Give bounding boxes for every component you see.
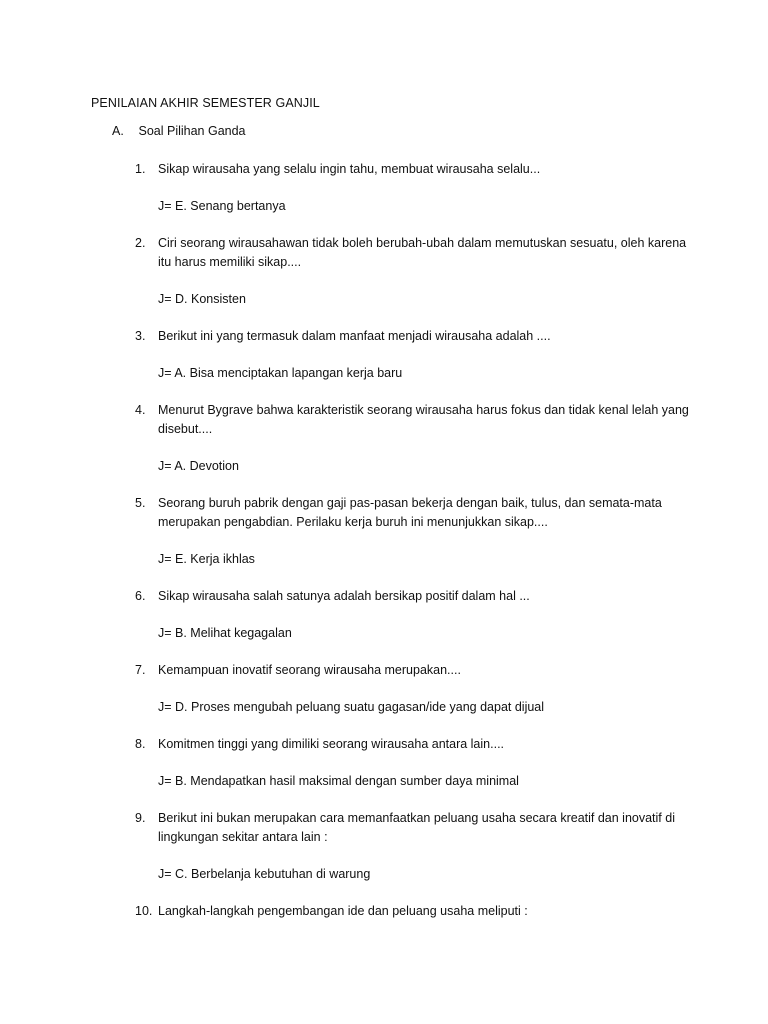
spacer — [135, 791, 695, 809]
question-number: 5. — [135, 496, 146, 510]
question-text: Komitmen tinggi yang dimiliki seorang wirausaha antara lain.... — [158, 737, 505, 751]
answer-text: J= C. Berbelanja kebutuhan di warung — [158, 867, 371, 881]
question-text: Seorang buruh pabrik dengan gaji pas-pasan bekerja dengan baik, tulus, dan semata-mata merupakan pengabdian. Perilaku kerja buruh ini menunjukkan sikap.... — [158, 496, 662, 529]
question-text: Ciri seorang wirausahawan tidak boleh berubah-ubah dalam memutuskan sesuatu, oleh karena itu harus memiliki sikap.... — [158, 236, 687, 269]
spacer — [135, 216, 695, 234]
question-number: 8. — [135, 737, 146, 751]
question-text: Sikap wirausaha yang selalu ingin tahu, membuat wirausaha selalu... — [158, 162, 541, 176]
question-item — [135, 809, 695, 884]
answer-text: J= B. Mendapatkan hasil maksimal dengan sumber daya minimal — [158, 774, 519, 788]
answer-text: J= D. Proses mengubah peluang suatu gagasan/ide yang dapat dijual — [158, 700, 545, 714]
question-text: Berikut ini bukan merupakan cara memanfaatkan peluang usaha secara kreatif dan inovatif di lingkungan sekitar antara lain : — [158, 811, 675, 844]
question-item — [135, 327, 695, 383]
question-item — [135, 494, 695, 569]
question-number: 3. — [135, 329, 146, 343]
question-item — [135, 902, 695, 921]
answer-text: J= D. Konsisten — [158, 292, 246, 306]
question-number: 10. — [135, 904, 153, 918]
question-text: Berikut ini yang termasuk dalam manfaat menjadi wirausaha adalah .... — [158, 329, 551, 343]
question-item — [135, 234, 695, 309]
spacer — [135, 643, 695, 661]
question-text: Kemampuan inovatif seorang wirausaha merupakan.... — [158, 663, 461, 677]
answer-text: J= E. Kerja ikhlas — [158, 552, 255, 566]
question-text: Langkah-langkah pengembangan ide dan peluang usaha meliputi : — [158, 904, 528, 918]
question-item — [135, 587, 695, 643]
question-number: 2. — [135, 236, 146, 250]
spacer — [135, 884, 695, 902]
question-item — [135, 735, 695, 791]
question-item — [135, 661, 695, 717]
answer-text: J= E. Senang bertanya — [158, 199, 286, 213]
question-list — [135, 160, 695, 921]
answer-text: J= A. Devotion — [158, 459, 239, 473]
spacer — [135, 717, 695, 735]
section-heading — [112, 122, 246, 141]
question-number: 6. — [135, 589, 146, 603]
section-letter: A. — [112, 124, 124, 138]
question-number: 9. — [135, 811, 146, 825]
answer-text: J= B. Melihat kegagalan — [158, 626, 292, 640]
spacer — [135, 569, 695, 587]
document-title: PENILAIAN AKHIR SEMESTER GANJIL — [91, 96, 320, 110]
answer-text: J= A. Bisa menciptakan lapangan kerja baru — [158, 366, 403, 380]
spacer — [135, 383, 695, 401]
question-number: 7. — [135, 663, 146, 677]
question-text: Menurut Bygrave bahwa karakteristik seorang wirausaha harus fokus dan tidak kenal lelah yang disebut.... — [158, 403, 689, 436]
question-number: 1. — [135, 162, 146, 176]
question-item — [135, 401, 695, 476]
question-text: Sikap wirausaha salah satunya adalah bersikap positif dalam hal ... — [158, 589, 530, 603]
spacer — [135, 476, 695, 494]
question-item — [135, 160, 695, 216]
question-number: 4. — [135, 403, 146, 417]
section-label: Soal Pilihan Ganda — [138, 124, 246, 138]
spacer — [135, 309, 695, 327]
